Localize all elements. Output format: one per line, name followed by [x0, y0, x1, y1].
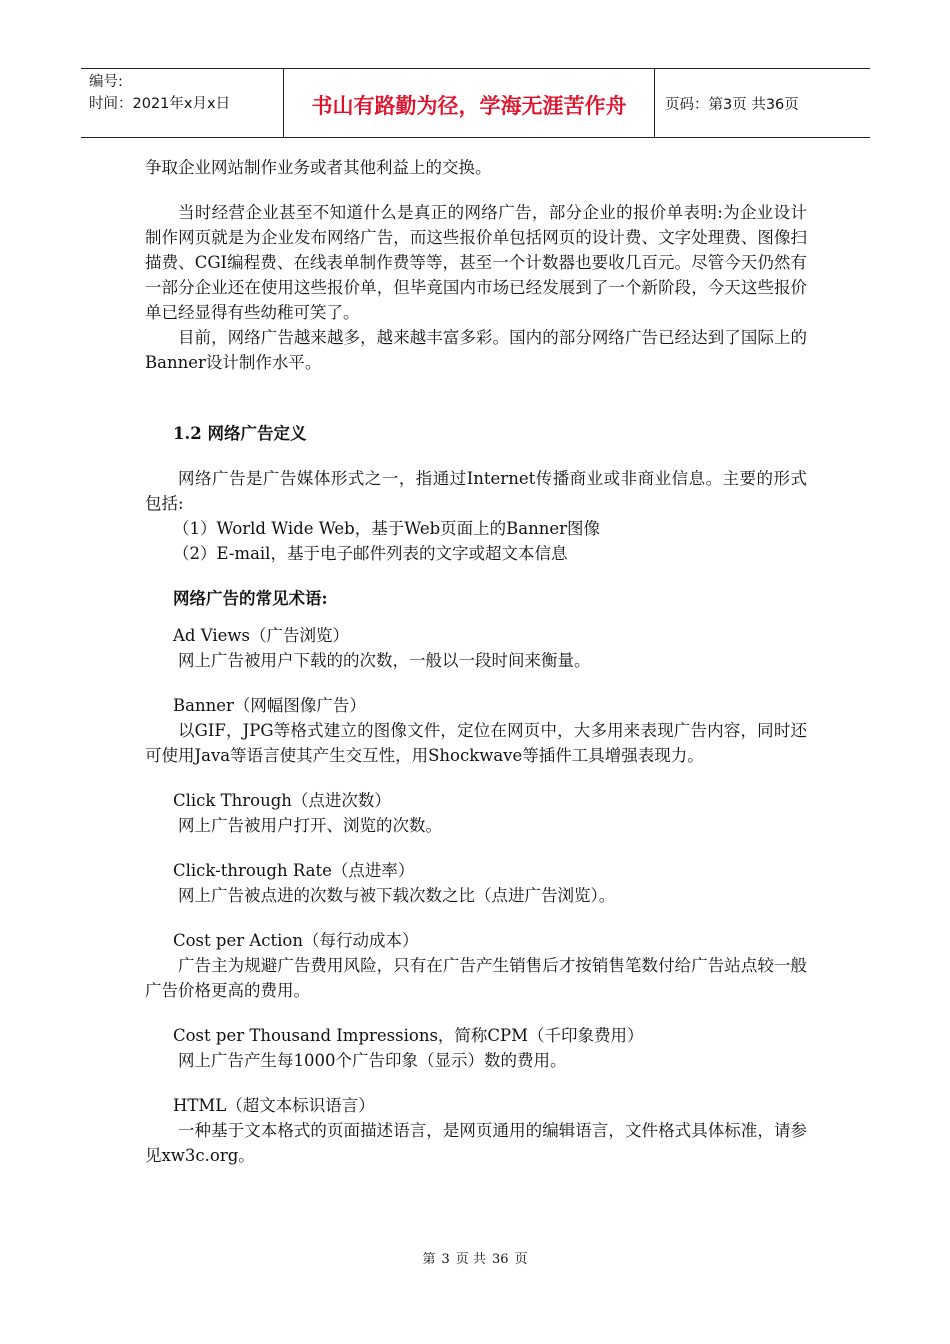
term-definition: 以GIF，JPG等格式建立的图像文件，定位在网页中，大多用来表现广告内容，同时还可使用Java等语言使其产生交互性，用Shockwave等插件工具增强表现力。 [145, 721, 807, 765]
list-item: （1）World Wide Web，基于Web页面上的Banner图像 [173, 519, 601, 538]
term-definition: 网上广告产生每1000个广告印象（显示）数的费用。 [178, 1051, 567, 1070]
footer-page-number: 3 [441, 1252, 450, 1267]
term-definition: 网上广告被用户下载的的次数，一般以一段时间来衡量。 [178, 651, 591, 670]
term-title: HTML（超文本标识语言） [173, 1096, 375, 1115]
header-table [81, 68, 870, 138]
term-entry [145, 928, 807, 1003]
document-body [145, 155, 807, 1168]
term-title: Cost per Action（每行动成本） [173, 931, 419, 950]
term-entry [145, 1023, 807, 1073]
footer-total-pages: 36 [491, 1252, 509, 1267]
term-title: Banner（网幅图像广告） [173, 696, 366, 715]
term-entry [145, 693, 807, 768]
paragraph: 目前，网络广告越来越多，越来越丰富多彩。国内的部分网络广告已经达到了国际上的Banner设计制作水平。 [145, 328, 807, 372]
header-motto: 书山有路勤为径，学海无涯苦作舟 [284, 69, 655, 137]
footer-mid: 页 共 [455, 1252, 486, 1267]
term-title: Ad Views（广告浏览） [173, 626, 349, 645]
term-entry [145, 623, 807, 673]
term-definition: 一种基于文本格式的页面描述语言，是网页通用的编辑语言，文件格式具体标准，请参见xw3c.org。 [145, 1121, 807, 1165]
term-entry [145, 858, 807, 908]
term-definition: 广告主为规避广告费用风险，只有在广告产生销售后才按销售笔数付给广告站点较一般广告价格更高的费用。 [145, 956, 807, 1000]
term-definition: 网上广告被用户打开、浏览的次数。 [178, 816, 442, 835]
term-entry [145, 1093, 807, 1168]
term-title: Click Through（点进次数） [173, 791, 391, 810]
paragraph: 争取企业网站制作业务或者其他利益上的交换。 [145, 158, 492, 177]
section-heading: 1.2 网络广告定义 [173, 424, 307, 443]
header-meta [81, 69, 284, 137]
term-title: Cost per Thousand Impressions，简称CPM（千印象费用） [173, 1026, 644, 1045]
page-footer [0, 1248, 950, 1267]
time-label: 时间：2021年x月x日 [89, 96, 231, 112]
footer-post: 页 [514, 1252, 528, 1267]
term-definition: 网上广告被点进的次数与被下载次数之比（点进广告浏览）。 [178, 886, 616, 905]
section-intro: 网络广告是广告媒体形式之一，指通过Internet传播商业或非商业信息。主要的形式包括: [145, 469, 807, 513]
list-item: （2）E-mail，基于电子邮件列表的文字或超文本信息 [173, 544, 568, 563]
term-title: Click-through Rate（点进率） [173, 861, 415, 880]
header-page-code: 页码：第3页 共36页 [665, 96, 799, 113]
paragraph: 当时经营企业甚至不知道什么是真正的网络广告，部分企业的报价单表明:为企业设计制作网页就是为企业发布网络广告，而这些报价单包括网页的设计费、文字处理费、图像扫描费、CGI编程费、在线表单制作费等等，甚至一个计数器也要收几百元。尽管今天仍然有一部分企业还在使用这些报价单，但毕竟国内市场已经发展到了一个新阶段，今天这些报价单已经显得有些幼稚可笑了。 [145, 203, 807, 322]
footer-pre: 第 [422, 1252, 436, 1267]
terms-heading: 网络广告的常见术语: [173, 589, 328, 608]
term-entry [145, 788, 807, 838]
number-label: 编号: [89, 74, 123, 90]
